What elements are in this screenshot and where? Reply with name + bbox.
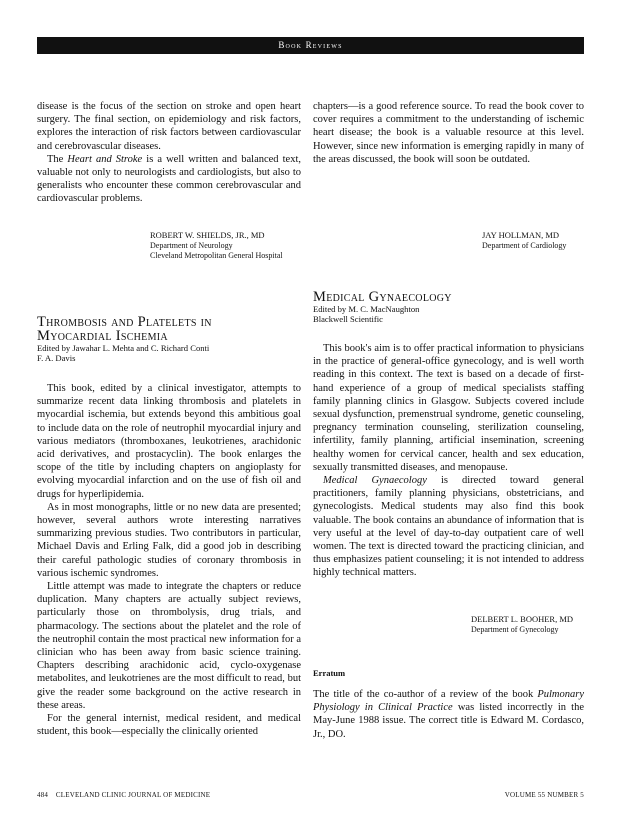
- reviewer-affiliation: Cleveland Metropolitan General Hospital: [150, 251, 283, 260]
- review-title: [37, 315, 301, 343]
- review-gynaecology: [313, 290, 584, 580]
- review-thrombosis: [37, 315, 301, 738]
- erratum: [313, 668, 584, 741]
- reviewer-name: DELBERT L. BOOHER, MD: [471, 614, 574, 624]
- review-publisher: Blackwell Scientific: [313, 314, 383, 324]
- reviewer-department: Department of Gynecology: [471, 624, 559, 634]
- book-title-italic: Pulmonary Physiology in Clinical Practice: [313, 689, 584, 714]
- paragraph: [313, 688, 584, 741]
- volume-number: VOLUME 55 NUMBER 5: [504, 791, 584, 799]
- footer-right: [505, 791, 584, 799]
- review-publisher: F. A. Davis: [37, 353, 76, 363]
- section-header-label: Book Reviews: [278, 40, 343, 50]
- reviewer-department: Department of Neurology: [150, 240, 233, 250]
- erratum-text: was listed incorrectly in the May-June 1988 issue. The correct title is Edward M. Cordasco, Jr., DO.: [313, 702, 584, 740]
- paragraph: This book, edited by a clinical investigator, attempts to summarize recent data linking thrombosis and platelets in myocardial ischemia, but extends beyond this ambitious goal to include data on the role of neutrophil myocardial injury and various mediators (thromboxanes, leukotrienes, arachidonic acid derivatives, and prostacyclin). The book enlarges the scope of the title by including chapters on angioplasty for evolving myocardial infarction and on the use of fish oil and drugs for hyperlipidemia.: [37, 383, 301, 500]
- erratum-text: The title of the co-author of a review of the book: [313, 689, 538, 700]
- erratum-body: [313, 688, 584, 741]
- footer-left: [37, 791, 210, 799]
- review-body: [37, 382, 301, 738]
- book-title-italic: Heart and Stroke: [67, 153, 143, 165]
- paragraph-rest: is directed toward general practitioners, family planning physicians, obstetricians, and gynecologists. Medical students may also find this book valuable. The book contains an abundance of information that is very useful at the level of day-to-day outpatient care of well women. The text is directed toward the practicing clinician, and thus emphasizes patient counseling; it is not intended to address highly technical matters.: [313, 475, 585, 579]
- review-body: [313, 342, 584, 580]
- paragraph: [37, 153, 301, 206]
- reviewer-name: ROBERT W. SHIELDS, JR., MD: [150, 230, 265, 240]
- review-editors: Edited by M. C. MacNaughton: [313, 304, 420, 314]
- paragraph: chapters—is a good reference source. To read the book cover to cover requires a commitment to the understanding of ischemic heart disease; the book is a valuable resource at this level. However, since new information is emerging rapidly in many of the areas discussed, the book will soon be outdated.: [313, 101, 584, 165]
- paragraph: As in most monographs, little or no new data are presented; however, several authors wrote interesting narratives summarizing previous studies. Two contributors in particular, Michael Davis and Erling Falk, did a good job in describing their careful pathologic studies of coronary thrombosis in various ischemic syndromes.: [37, 501, 301, 579]
- continuation-left: [37, 100, 301, 206]
- paragraph: Little attempt was made to integrate the chapters or reduce duplication. Many chapters are actually subject reviews, particularly those on thrombolysis, drug trials, and pharmacology. The sections about the platelet and the role of the neutrophil contain the most practical new information for a clinician who has been away from basic science training. Chapters describing arachidonic acid, cyclo-oxygenase metabolites, and leukotrienes are the most difficult to read, but give the reader some background on the active research in these areas.: [37, 581, 301, 711]
- paragraph: For the general internist, medical resident, and medical student, this book—especially the clinically oriented: [37, 713, 301, 738]
- book-title-italic: Medical Gynaecology: [323, 475, 427, 487]
- page-number: 484: [37, 791, 49, 799]
- signature-shields: [150, 230, 283, 262]
- paragraph: disease is the focus of the section on stroke and open heart surgery. The final section, on epidemiology and risk factors, explores the interaction of risk factors between cardiovascular and cerebrovascular diseases.: [37, 101, 301, 152]
- review-editors: Edited by Jawahar L. Mehta and C. Richard Conti: [37, 343, 210, 353]
- review-title: Medical Gynaecology: [313, 289, 452, 305]
- erratum-heading: Erratum: [313, 668, 346, 678]
- continuation-right: [313, 100, 584, 166]
- reviewer-name: JAY HOLLMAN, MD: [482, 230, 560, 240]
- signature-booher: [471, 614, 573, 635]
- paragraph-rest: is a well written and balanced text, valuable not only to neurologists and cardiologists, but also to generalists who encounter these common cerebrovascular and cardiovascular problems.: [37, 153, 301, 205]
- review-title-line: Thrombosis and Platelets in: [37, 314, 212, 330]
- signature-hollman: [482, 230, 566, 251]
- reviewer-department: Department of Cardiology: [482, 240, 567, 250]
- review-title-line: Myocardial Ischemia: [37, 328, 168, 344]
- paragraph: This book's aim is to offer practical information to physicians in the practice of general-office gynecology, and is well worth reading in this context. The text is based on a decade of first-hand experience of a group of medical specialists staffing family planning clinics in Glasgow. Subjects covered include sexual dysfunction, premenstrual syndrome, genetic counseling, pregnancy termination counseling, sterilization counseling, infertility, family planning, artificial insemination, screening healthy women for cervical cancer, health and sex education, sexually transmitted diseases, and menopause.: [313, 343, 584, 473]
- paragraph-lead: The: [47, 153, 68, 165]
- section-header: [37, 37, 584, 54]
- paragraph: [313, 474, 584, 580]
- journal-name: CLEVELAND CLINIC JOURNAL OF MEDICINE: [55, 791, 211, 799]
